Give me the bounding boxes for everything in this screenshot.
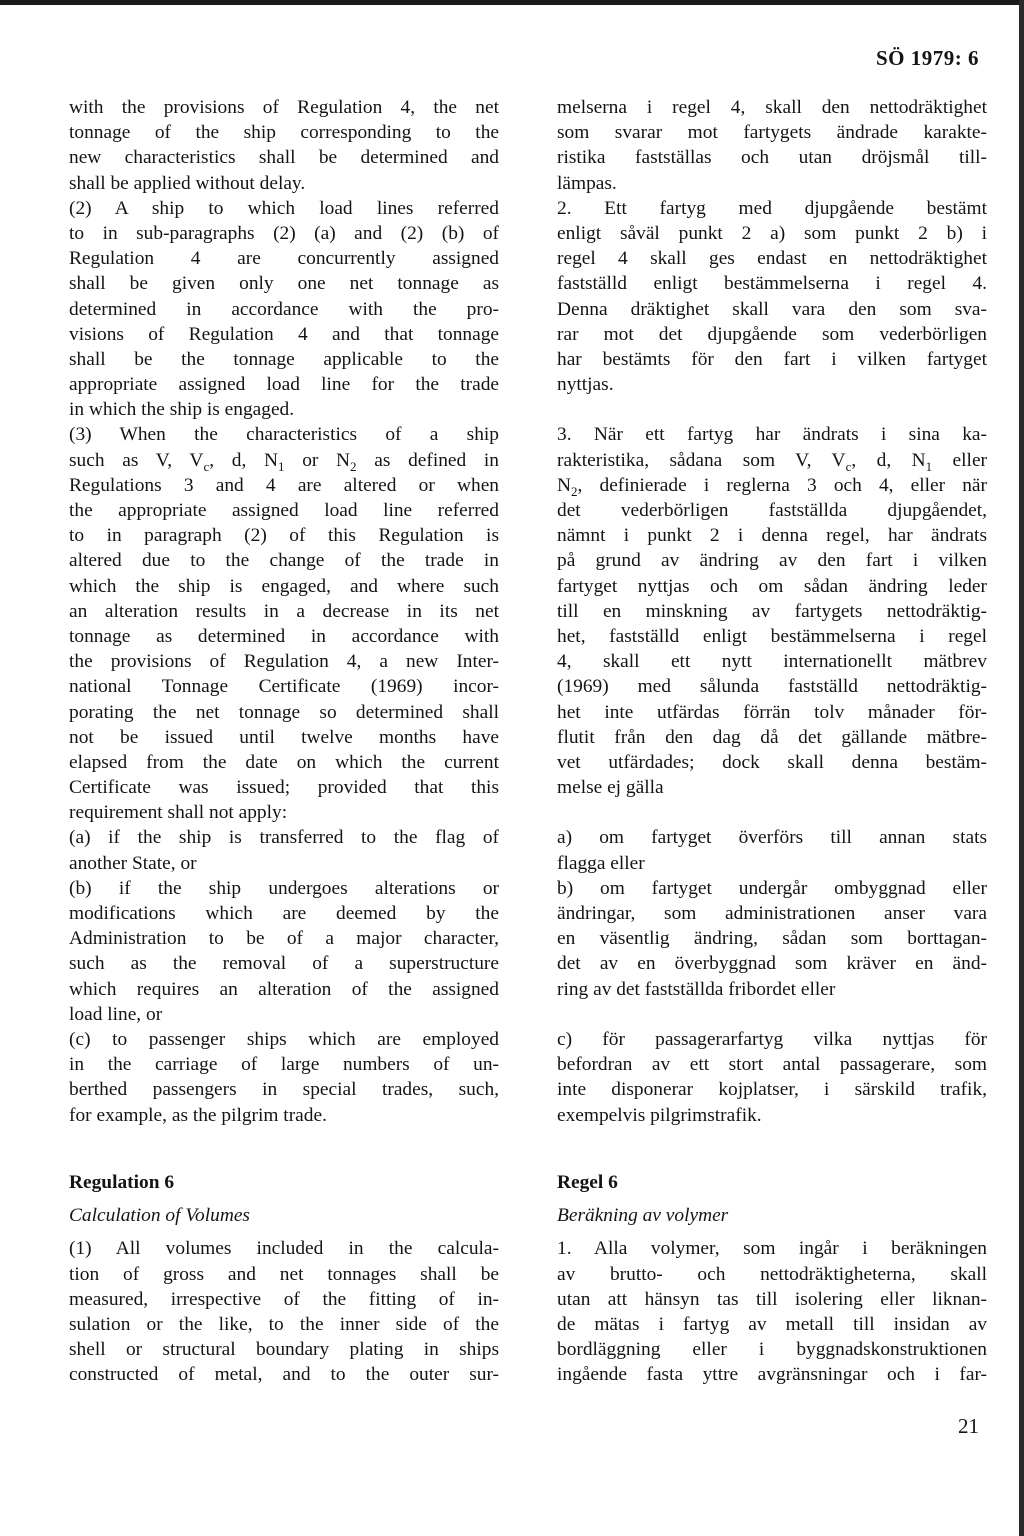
- swedish-column: [557, 95, 987, 1128]
- text-line: visions of Regulation 4 and that tonnage: [69, 323, 499, 345]
- text-line: (1) All volumes included in the calcula-: [69, 1238, 499, 1260]
- text-line: tonnage as determined in accordance with: [69, 625, 499, 647]
- text-line: which requires an alteration of the assigned: [69, 978, 499, 1000]
- spacer: [557, 397, 987, 422]
- text-line: flagga eller: [557, 852, 645, 874]
- text-line: requirement shall not apply:: [69, 802, 288, 824]
- text-line: het, fastställd enligt bestämmelserna i regel: [557, 625, 987, 647]
- text-line: porating the net tonnage so determined shall: [69, 701, 499, 723]
- series-header: SÖ 1979: 6: [875, 46, 979, 70]
- text-line: (c) to passenger ships which are employed: [69, 1028, 499, 1050]
- text-line: the appropriate assigned load line referred: [69, 500, 499, 521]
- text-line: 2. Ett fartyg med djupgående bestämt: [557, 197, 987, 219]
- regulation-6-english: [69, 1170, 499, 1388]
- text-line: (a) if the ship is transferred to the flag of: [69, 827, 499, 849]
- text-line: de mätas i fartyg av metall till insidan av: [557, 1313, 987, 1335]
- text-line: 4, skall ett nytt internationellt mätbrev: [557, 651, 987, 673]
- text-line: vet utfärdades; dock skall denna bestäm-: [557, 751, 987, 773]
- text-line: appropriate assigned load line for the trade: [69, 374, 499, 396]
- text-line: tion of gross and net tonnages shall be: [69, 1263, 499, 1285]
- text-line: nyttjas.: [557, 374, 614, 396]
- spacer: [557, 800, 987, 825]
- regulation-subheading: Calculation of Volumes: [69, 1205, 250, 1227]
- page-number: 21: [958, 1414, 979, 1438]
- text-line: (b) if the ship undergoes alterations or: [69, 877, 499, 899]
- text-line: (2) A ship to which load lines referred: [69, 197, 499, 219]
- text-line: befordran av ett stort antal passagerare, som: [557, 1054, 987, 1076]
- text-line: Regulation 4 are concurrently assigned: [69, 248, 499, 270]
- text-line: det av en överbyggnad som kräver en änd-: [557, 953, 987, 975]
- text-line: inte disponerar kojplatser, i särskild trafik,: [557, 1079, 987, 1101]
- text-line: b) om fartyget undergår ombyggnad eller: [557, 877, 987, 899]
- text-line: flutit från den dag då det gällande mätbre-: [557, 726, 987, 748]
- text-line: measured, irrespective of the fitting of in-: [69, 1288, 499, 1310]
- text-line: som svarar mot fartygets ändrade karakte-: [557, 122, 987, 144]
- text-line: Administration to be of a major character,: [69, 928, 499, 950]
- text-line: sulation or the like, to the inner side of the: [69, 1313, 499, 1335]
- regel-body: [557, 1236, 987, 1387]
- text-line: modifications which are deemed by the: [69, 903, 499, 924]
- text-line: Denna dräktighet skall vara den som sva-: [557, 298, 987, 320]
- text-line: determined in accordance with the pro-: [69, 298, 499, 320]
- text-line: melse ej gälla: [557, 777, 664, 799]
- regulation-body: [69, 1236, 499, 1387]
- english-column: [69, 95, 499, 1128]
- text-line: regel 4 skall ges endast en nettodräktighet: [557, 248, 987, 270]
- text-line: new characteristics shall be determined and: [69, 147, 499, 169]
- text-line: national Tonnage Certificate (1969) incor-: [69, 676, 499, 698]
- text-line: av brutto- och nettodräktigheterna, skall: [557, 1263, 987, 1285]
- regel-subheading: Beräkning av volymer: [557, 1205, 729, 1227]
- text-line: tonnage of the ship corresponding to the: [69, 122, 499, 144]
- text-line: bordläggning eller i byggnadskonstruktionen: [557, 1339, 987, 1361]
- spacer: [557, 1002, 987, 1027]
- text-line: det vederbörligen fastställda djupgåendet,: [557, 500, 987, 521]
- text-line: (3) When the characteristics of a ship: [69, 424, 499, 446]
- text-line: rar mot det djupgående som vederbörligen: [557, 323, 987, 345]
- text-line: exempelvis pilgrimstrafik.: [557, 1104, 762, 1126]
- text-line: in the carriage of large numbers of un-: [69, 1054, 499, 1076]
- text-line: ändringar, som administrationen anser vara: [557, 903, 987, 924]
- text-line: ring av det fastställda fribordet eller: [557, 978, 836, 1000]
- text-line: in which the ship is engaged.: [69, 399, 295, 421]
- text-line: to in paragraph (2) of this Regulation is: [69, 525, 499, 547]
- text-line: not be issued until twelve months have: [69, 726, 499, 748]
- text-line: utan att hänsyn tas till isolering eller liknan-: [557, 1288, 987, 1310]
- text-line: a) om fartyget överförs till annan stats: [557, 827, 987, 849]
- regel-heading: Regel 6: [557, 1172, 618, 1193]
- text-line: constructed of metal, and to the outer sur-: [69, 1364, 499, 1386]
- text-line: for example, as the pilgrim trade.: [69, 1104, 327, 1126]
- text-line: to in sub-paragraphs (2) (a) and (2) (b) of: [69, 222, 499, 244]
- text-line: nämnt i punkt 2 i denna regel, har ändrats: [557, 525, 987, 547]
- text-line: berthed passengers in special trades, such,: [69, 1079, 499, 1101]
- regulation-heading: Regulation 6: [69, 1172, 175, 1193]
- text-line: ristika fastställas och utan dröjsmål till-: [557, 147, 987, 169]
- text-line: rakteristika, sådana som V, $V_c$, d, $N_1$ eller: [557, 449, 987, 473]
- text-line: elapsed from the date on which the current: [69, 751, 499, 773]
- text-line: shell or structural boundary plating in ships: [69, 1339, 499, 1361]
- text-line: such as V, $V_c$, d, $N_1$ or $N_2$ as defined in: [69, 449, 499, 473]
- text-line: altered due to the change of the trade in: [69, 550, 499, 572]
- page-edge: [1019, 0, 1024, 1536]
- text-line: enligt såväl punkt 2 a) som punkt 2 b) i: [557, 222, 987, 244]
- text-line: lämpas.: [557, 172, 617, 194]
- text-line: har bestämts för den fart i vilken fartyget: [557, 348, 987, 370]
- text-line: till en minskning av fartygets nettodräktig-: [557, 600, 987, 622]
- text-line: Certificate was issued; provided that this: [69, 777, 499, 799]
- text-line: with the provisions of Regulation 4, the net: [69, 97, 499, 118]
- text-line: shall be the tonnage applicable to the: [69, 348, 499, 370]
- text-line: shall be applied without delay.: [69, 172, 306, 194]
- text-line: c) för passagerarfartyg vilka nyttjas för: [557, 1028, 987, 1050]
- text-line: another State, or: [69, 852, 197, 874]
- text-line: melserna i regel 4, skall den nettodräktighet: [557, 97, 987, 118]
- text-line: $N_2$, definierade i reglerna 3 och 4, eller när: [557, 474, 987, 498]
- text-line: which the ship is engaged, and where such: [69, 575, 499, 597]
- regulation-6-swedish: [557, 1170, 987, 1388]
- text-line: an alteration results in a decrease in its net: [69, 600, 499, 622]
- text-line: ingående fasta yttre avgränsningar och i far-: [557, 1364, 987, 1386]
- text-line: på grund av ändring av den fart i vilken: [557, 550, 987, 572]
- text-line: fastställd enligt bestämmelserna i regel 4.: [557, 273, 987, 295]
- text-line: such as the removal of a superstructure: [69, 953, 499, 975]
- text-line: fartyget nyttjas och om sådan ändring leder: [557, 575, 987, 597]
- top-border: [0, 0, 1024, 5]
- text-line: shall be given only one net tonnage as: [69, 273, 499, 295]
- text-line: load line, or: [69, 1003, 163, 1025]
- text-line: het inte utfärdas förrän tolv månader för-: [557, 701, 987, 723]
- text-line: (1969) med sålunda fastställd nettodräktig-: [557, 676, 987, 698]
- text-line: the provisions of Regulation 4, a new Inter-: [69, 651, 499, 673]
- text-line: 1. Alla volymer, som ingår i beräkningen: [557, 1238, 987, 1260]
- text-line: 3. När ett fartyg har ändrats i sina ka-: [557, 424, 987, 446]
- text-line: Regulations 3 and 4 are altered or when: [69, 474, 499, 496]
- text-line: en väsentlig ändring, sådan som borttagan-: [557, 928, 987, 950]
